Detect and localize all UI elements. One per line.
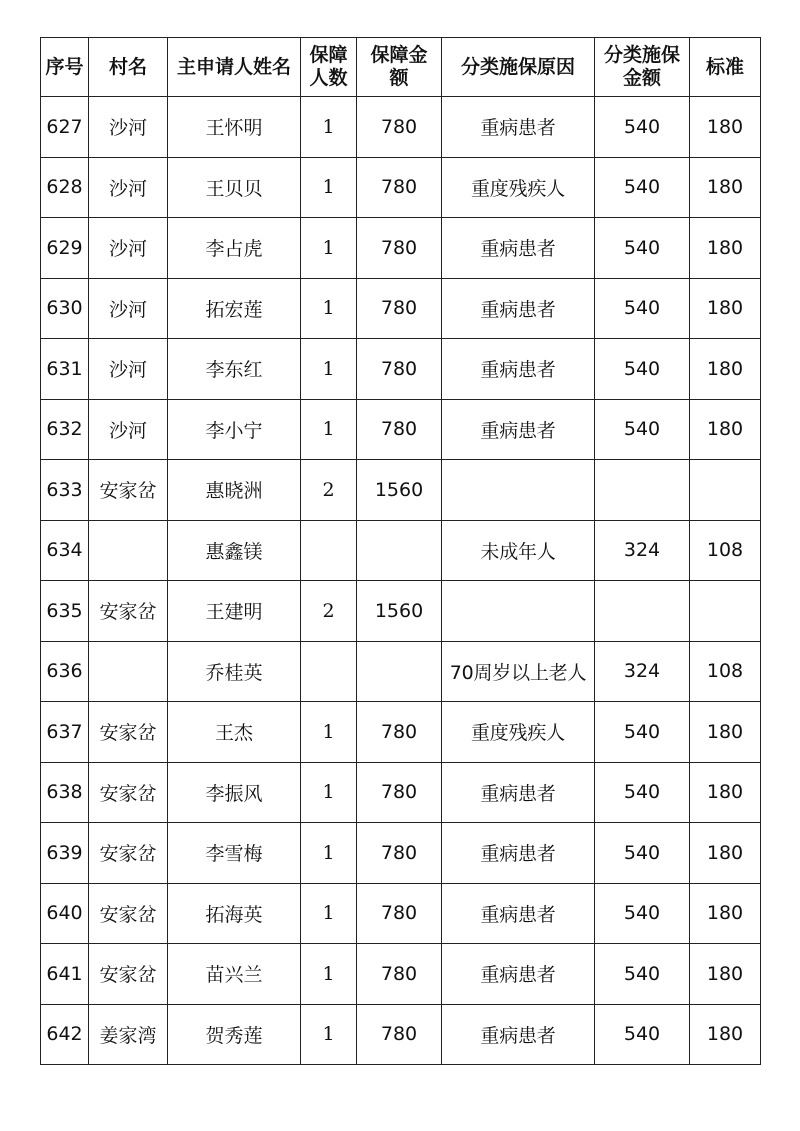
cell-amount: 780 xyxy=(357,157,442,218)
cell-name: 王怀明 xyxy=(168,97,301,158)
header-no: 序号 xyxy=(41,38,89,97)
header-village: 村名 xyxy=(89,38,168,97)
cell-standard xyxy=(690,581,761,642)
cell-standard: 180 xyxy=(690,883,761,944)
cell-no: 641 xyxy=(41,944,89,1005)
cell-village xyxy=(89,520,168,581)
cell-village: 安家岔 xyxy=(89,460,168,521)
cell-amount: 780 xyxy=(357,883,442,944)
cell-class-amount: 324 xyxy=(595,641,690,702)
cell-no: 640 xyxy=(41,883,89,944)
cell-reason: 重病患者 xyxy=(442,399,595,460)
cell-class-amount xyxy=(595,581,690,642)
cell-name: 李振风 xyxy=(168,762,301,823)
cell-class-amount: 540 xyxy=(595,218,690,279)
cell-reason: 重病患者 xyxy=(442,1004,595,1065)
cell-no: 630 xyxy=(41,278,89,339)
cell-reason: 重病患者 xyxy=(442,944,595,1005)
cell-amount: 780 xyxy=(357,97,442,158)
cell-no: 633 xyxy=(41,460,89,521)
cell-amount xyxy=(357,520,442,581)
cell-reason: 重病患者 xyxy=(442,883,595,944)
cell-class-amount: 324 xyxy=(595,520,690,581)
cell-name: 王建明 xyxy=(168,581,301,642)
cell-reason: 重度残疾人 xyxy=(442,702,595,763)
cell-village: 安家岔 xyxy=(89,762,168,823)
cell-standard: 180 xyxy=(690,97,761,158)
table-row xyxy=(41,883,761,944)
cell-standard: 180 xyxy=(690,702,761,763)
cell-count: 1 xyxy=(301,218,357,279)
cell-class-amount: 540 xyxy=(595,823,690,884)
cell-no: 638 xyxy=(41,762,89,823)
cell-standard: 180 xyxy=(690,1004,761,1065)
cell-standard: 180 xyxy=(690,399,761,460)
header-standard: 标准 xyxy=(690,38,761,97)
cell-amount: 780 xyxy=(357,218,442,279)
cell-class-amount: 540 xyxy=(595,883,690,944)
cell-village: 沙河 xyxy=(89,157,168,218)
cell-village xyxy=(89,641,168,702)
cell-count: 1 xyxy=(301,762,357,823)
cell-class-amount: 540 xyxy=(595,399,690,460)
cell-name: 王杰 xyxy=(168,702,301,763)
table-row xyxy=(41,339,761,400)
cell-standard: 180 xyxy=(690,944,761,1005)
table-body xyxy=(41,97,761,1065)
cell-count: 1 xyxy=(301,1004,357,1065)
cell-standard: 180 xyxy=(690,278,761,339)
table-row xyxy=(41,399,761,460)
cell-class-amount: 540 xyxy=(595,97,690,158)
cell-amount: 780 xyxy=(357,823,442,884)
cell-village: 安家岔 xyxy=(89,581,168,642)
benefit-table xyxy=(40,37,761,1065)
cell-amount: 780 xyxy=(357,702,442,763)
cell-standard: 180 xyxy=(690,762,761,823)
cell-standard: 180 xyxy=(690,157,761,218)
cell-village: 安家岔 xyxy=(89,944,168,1005)
cell-reason xyxy=(442,581,595,642)
cell-count: 1 xyxy=(301,278,357,339)
cell-village: 沙河 xyxy=(89,97,168,158)
cell-class-amount: 540 xyxy=(595,944,690,1005)
cell-standard: 108 xyxy=(690,520,761,581)
cell-class-amount: 540 xyxy=(595,702,690,763)
cell-no: 639 xyxy=(41,823,89,884)
table-row xyxy=(41,823,761,884)
cell-no: 634 xyxy=(41,520,89,581)
cell-amount xyxy=(357,641,442,702)
cell-no: 628 xyxy=(41,157,89,218)
cell-count: 1 xyxy=(301,944,357,1005)
cell-count: 2 xyxy=(301,460,357,521)
cell-no: 636 xyxy=(41,641,89,702)
cell-amount: 780 xyxy=(357,1004,442,1065)
cell-class-amount xyxy=(595,460,690,521)
table-row xyxy=(41,278,761,339)
cell-count: 1 xyxy=(301,702,357,763)
cell-count: 1 xyxy=(301,157,357,218)
header-applicant-name: 主申请人姓名 xyxy=(168,38,301,97)
cell-name: 李雪梅 xyxy=(168,823,301,884)
cell-class-amount: 540 xyxy=(595,157,690,218)
cell-no: 635 xyxy=(41,581,89,642)
cell-name: 李小宁 xyxy=(168,399,301,460)
cell-reason: 重病患者 xyxy=(442,823,595,884)
cell-name: 王贝贝 xyxy=(168,157,301,218)
header-reason: 分类施保原因 xyxy=(442,38,595,97)
cell-standard: 180 xyxy=(690,823,761,884)
cell-count xyxy=(301,641,357,702)
cell-count: 1 xyxy=(301,339,357,400)
cell-count: 2 xyxy=(301,581,357,642)
cell-no: 631 xyxy=(41,339,89,400)
table-row xyxy=(41,702,761,763)
cell-standard xyxy=(690,460,761,521)
cell-class-amount: 540 xyxy=(595,762,690,823)
cell-name: 李东红 xyxy=(168,339,301,400)
cell-count: 1 xyxy=(301,883,357,944)
cell-no: 642 xyxy=(41,1004,89,1065)
table-row xyxy=(41,1004,761,1065)
cell-village: 沙河 xyxy=(89,218,168,279)
header-count: 保障人数 xyxy=(301,38,357,97)
cell-standard: 108 xyxy=(690,641,761,702)
table-row xyxy=(41,762,761,823)
cell-village: 安家岔 xyxy=(89,823,168,884)
cell-name: 惠晓洲 xyxy=(168,460,301,521)
cell-amount: 780 xyxy=(357,762,442,823)
header-amount: 保障金额 xyxy=(357,38,442,97)
table-row xyxy=(41,944,761,1005)
cell-standard: 180 xyxy=(690,339,761,400)
cell-amount: 1560 xyxy=(357,581,442,642)
table-row xyxy=(41,641,761,702)
cell-reason: 重病患者 xyxy=(442,762,595,823)
cell-reason: 重度残疾人 xyxy=(442,157,595,218)
cell-village: 姜家湾 xyxy=(89,1004,168,1065)
cell-name: 李占虎 xyxy=(168,218,301,279)
cell-reason: 未成年人 xyxy=(442,520,595,581)
cell-class-amount: 540 xyxy=(595,339,690,400)
header-row xyxy=(41,38,761,97)
cell-name: 拓海英 xyxy=(168,883,301,944)
cell-class-amount: 540 xyxy=(595,278,690,339)
header-class-amount: 分类施保金额 xyxy=(595,38,690,97)
cell-village: 安家岔 xyxy=(89,702,168,763)
cell-reason: 重病患者 xyxy=(442,218,595,279)
cell-amount: 780 xyxy=(357,278,442,339)
cell-amount: 780 xyxy=(357,944,442,1005)
table-row xyxy=(41,581,761,642)
cell-standard: 180 xyxy=(690,218,761,279)
cell-count: 1 xyxy=(301,399,357,460)
cell-amount: 1560 xyxy=(357,460,442,521)
cell-no: 629 xyxy=(41,218,89,279)
cell-no: 627 xyxy=(41,97,89,158)
table-row xyxy=(41,520,761,581)
cell-reason: 重病患者 xyxy=(442,339,595,400)
cell-village: 沙河 xyxy=(89,399,168,460)
table-row xyxy=(41,157,761,218)
cell-count: 1 xyxy=(301,97,357,158)
cell-count xyxy=(301,520,357,581)
cell-name: 苗兴兰 xyxy=(168,944,301,1005)
cell-village: 沙河 xyxy=(89,278,168,339)
cell-village: 沙河 xyxy=(89,339,168,400)
cell-name: 乔桂英 xyxy=(168,641,301,702)
cell-no: 632 xyxy=(41,399,89,460)
cell-name: 惠鑫镁 xyxy=(168,520,301,581)
cell-reason: 70周岁以上老人 xyxy=(442,641,595,702)
cell-name: 拓宏莲 xyxy=(168,278,301,339)
cell-amount: 780 xyxy=(357,399,442,460)
table-row xyxy=(41,97,761,158)
cell-name: 贺秀莲 xyxy=(168,1004,301,1065)
cell-reason: 重病患者 xyxy=(442,278,595,339)
cell-reason: 重病患者 xyxy=(442,97,595,158)
cell-class-amount: 540 xyxy=(595,1004,690,1065)
table-row xyxy=(41,218,761,279)
cell-reason xyxy=(442,460,595,521)
cell-amount: 780 xyxy=(357,339,442,400)
table-row xyxy=(41,460,761,521)
cell-no: 637 xyxy=(41,702,89,763)
cell-village: 安家岔 xyxy=(89,883,168,944)
cell-count: 1 xyxy=(301,823,357,884)
